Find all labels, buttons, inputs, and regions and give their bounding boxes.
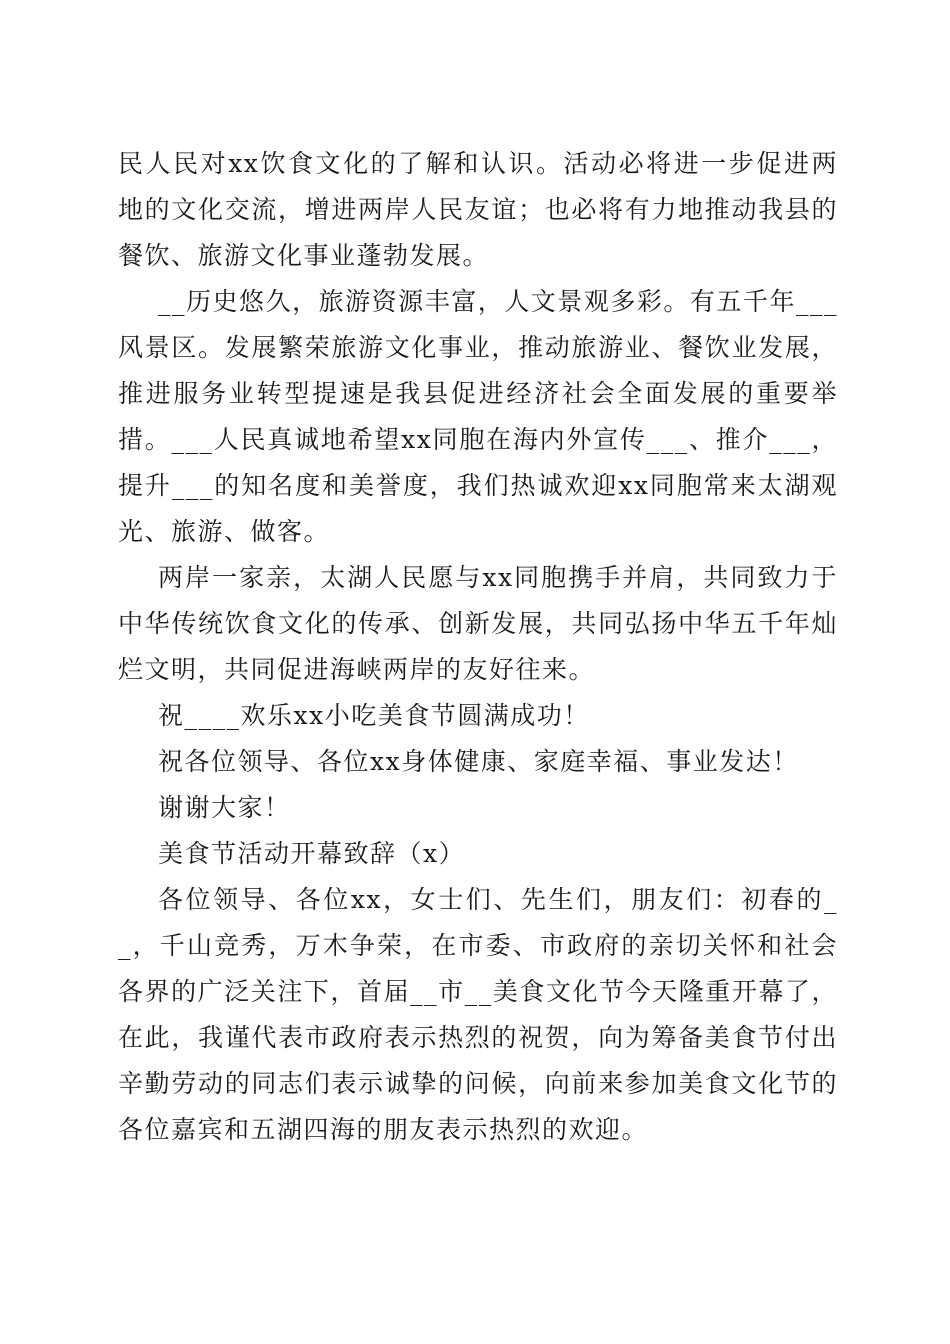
paragraph-2: __历史悠久，旅游资源丰富，人文景观多彩。有五千年___风景区。发展繁荣旅游文化事业，推动旅游业、餐饮业发展，推进服务业转型提速是我县促进经济社会全面发展的重要举措。___人民真诚地希望xx同胞在海内外宣传___、推介___，提升___的知名度和美誉度，我们热诚欢迎xx同胞常来太湖观光、旅游、做客。: [118, 287, 838, 546]
paragraph-5: 祝各位领导、各位xx身体健康、家庭幸福、事业发达！: [158, 747, 799, 776]
document-body: [118, 141, 838, 1153]
paragraph-6: 谢谢大家！: [158, 793, 291, 822]
paragraph-3: 两岸一家亲，太湖人民愿与xx同胞携手并肩，共同致力于中华传统饮食文化的传承、创新发展，共同弘扬中华五千年灿烂文明，共同促进海峡两岸的友好往来。: [118, 563, 838, 684]
section-title: 美食节活动开幕致辞（x）: [158, 839, 466, 868]
paragraph-8: 各位领导、各位xx，女士们、先生们，朋友们：初春的__，千山竞秀，万木争荣，在市委、市政府的亲切关怀和社会各界的广泛关注下，首届__市__美食文化节今天隆重开幕了，在此，我谨代表市政府表示热烈的祝贺，向为筹备美食节付出辛勤劳动的同志们表示诚挚的问候，向前来参加美食文化节的各位嘉宾和五湖四海的朋友表示热烈的欢迎。: [118, 885, 838, 1144]
paragraph-4: 祝____欢乐xx小吃美食节圆满成功！: [158, 701, 590, 730]
paragraph-1: 民人民对xx饮食文化的了解和认识。活动必将进一步促进两地的文化交流，增进两岸人民友谊；也必将有力地推动我县的餐饮、旅游文化事业蓬勃发展。: [118, 149, 838, 270]
